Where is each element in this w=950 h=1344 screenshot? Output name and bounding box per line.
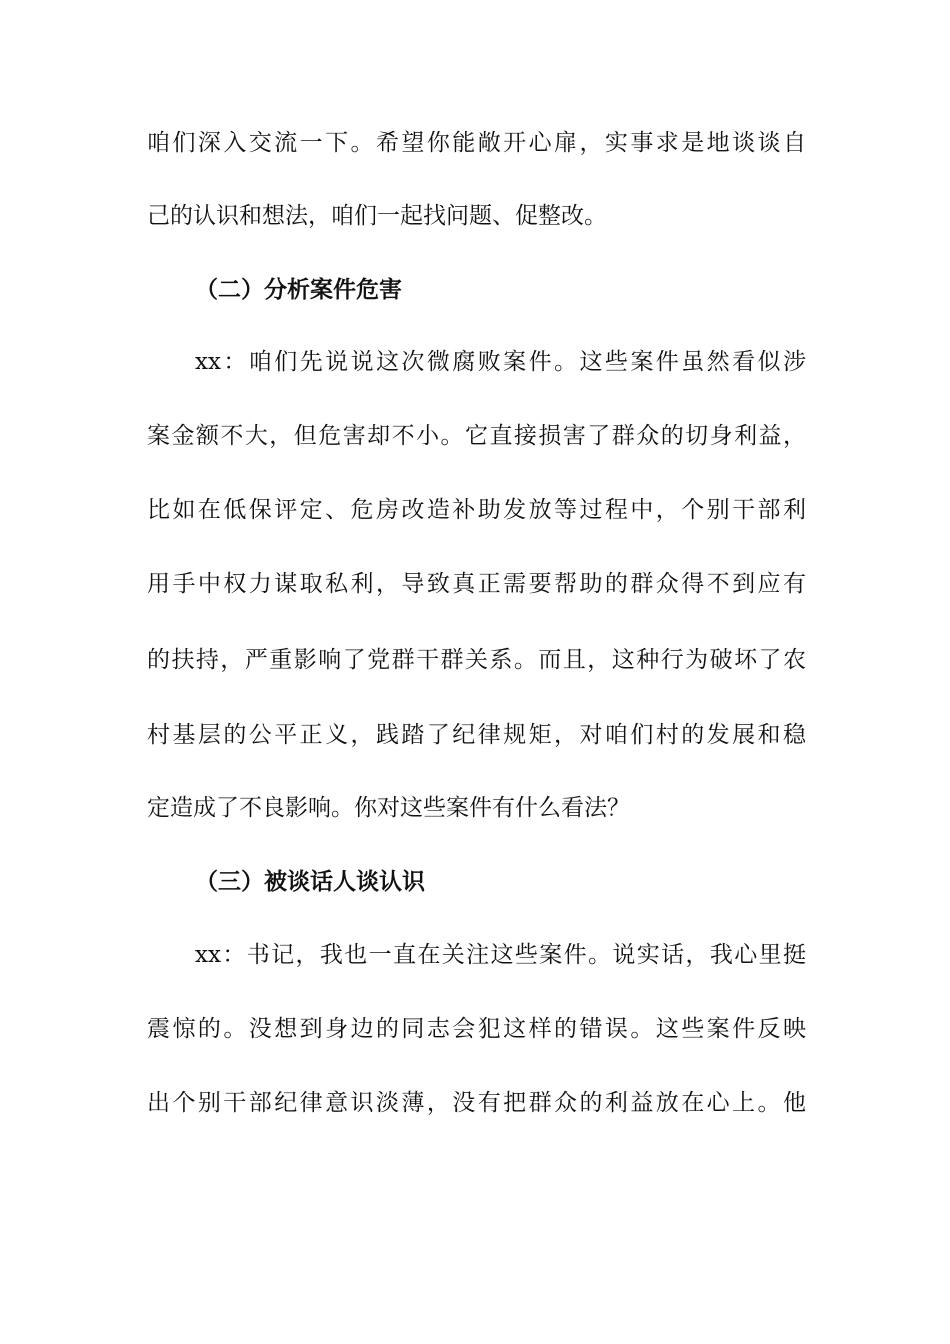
- body-line: 用手中权力谋取私利，导致真正需要帮助的群众得不到应有: [147, 571, 806, 597]
- body-line: xx：咱们先说说这次微腐败案件。这些案件虽然看似涉: [195, 349, 806, 375]
- body-line: 定造成了不良影响。你对这些案件有什么看法？: [147, 795, 630, 821]
- body-line: 出个别干部纪律意识淡薄，没有把群众的利益放在心上。他: [147, 1090, 806, 1116]
- body-line: 震惊的。没想到身边的同志会犯这样的错误。这些案件反映: [147, 1016, 806, 1042]
- body-line: 案金额不大，但危害却不小。它直接损害了群众的切身利益，: [147, 423, 806, 449]
- body-line: 咱们深入交流一下。希望你能敞开心扉，实事求是地谈谈自: [147, 130, 806, 156]
- body-line: 己的认识和想法，咱们一起找问题、促整改。: [147, 203, 607, 229]
- section-heading: （三）被谈话人谈认识: [195, 869, 425, 895]
- section-heading: （二）分析案件危害: [195, 277, 402, 303]
- body-line: 的扶持，严重影响了党群干群关系。而且，这种行为破坏了农: [147, 647, 806, 673]
- body-line: 比如在低保评定、危房改造补助发放等过程中，个别干部利: [147, 497, 806, 523]
- body-line: xx：书记，我也一直在关注这些案件。说实话，我心里挺: [195, 942, 806, 968]
- body-line: 村基层的公平正义，践踏了纪律规矩，对咱们村的发展和稳: [147, 722, 806, 748]
